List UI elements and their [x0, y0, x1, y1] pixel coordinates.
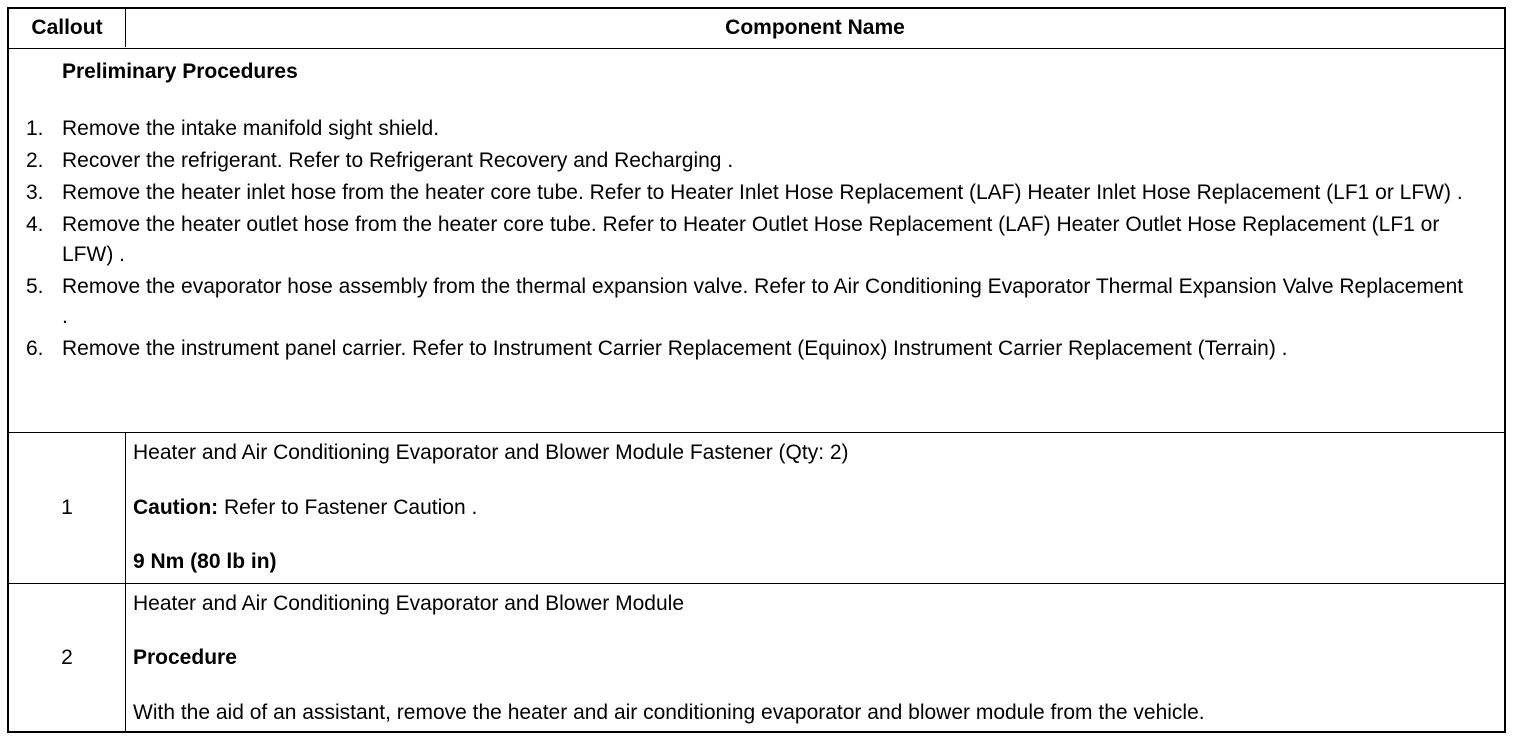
step-number: 3. [26, 181, 44, 204]
table-row [9, 433, 1504, 584]
list-item [9, 210, 1474, 270]
step-text: Remove the evaporator hose assembly from the thermal expansion valve. Refer to Air Conditioning Evaporator Thermal Expansion Valve Replacement . [62, 275, 1464, 328]
caution-text: Refer to Fastener Caution . [224, 496, 478, 519]
preliminary-title: Preliminary Procedures [62, 60, 298, 83]
procedure-label: Procedure [133, 646, 237, 669]
component-name-header: Component Name [725, 16, 905, 39]
step-number: 5. [26, 275, 44, 298]
table-row [9, 584, 1504, 731]
step-text: Remove the intake manifold sight shield. [62, 117, 440, 140]
step-number: 1. [26, 117, 44, 140]
list-item [9, 272, 1474, 332]
component-name: Heater and Air Conditioning Evaporator and Blower Module [133, 592, 684, 615]
caution-line [133, 494, 477, 522]
step-text: Recover the refrigerant. Refer to Refrigerant Recovery and Recharging . [62, 149, 734, 172]
step-number: 2. [26, 149, 44, 172]
list-item [9, 334, 1474, 364]
callout-header: Callout [9, 9, 126, 47]
list-item [9, 146, 1474, 176]
step-number: 6. [26, 337, 44, 360]
procedure-table [7, 7, 1506, 733]
preliminary-steps-list [9, 114, 1474, 366]
callout-number: 1 [9, 433, 126, 583]
step-number: 4. [26, 213, 44, 236]
procedure-text: With the aid of an assistant, remove the heater and air conditioning evaporator and blower module from the vehicle. [133, 701, 1205, 724]
step-text: Remove the instrument panel carrier. Refer to Instrument Carrier Replacement (Equinox) Instrument Carrier Replacement (Terrain) . [62, 337, 1288, 360]
step-text: Remove the heater outlet hose from the heater core tube. Refer to Heater Outlet Hose Replacement (LAF) Heater Outlet Hose Replacement (LF1 or LFW) . [62, 213, 1440, 266]
list-item [9, 114, 1474, 144]
component-name: Heater and Air Conditioning Evaporator and Blower Module Fastener (Qty: 2) [133, 441, 849, 464]
table-header [9, 9, 1504, 49]
preliminary-procedures [9, 49, 1504, 433]
callout-number: 2 [9, 584, 126, 731]
list-item [9, 178, 1474, 208]
caution-label: Caution: [133, 496, 219, 519]
step-text: Remove the heater inlet hose from the heater core tube. Refer to Heater Inlet Hose Replacement (LAF) Heater Inlet Hose Replacement (LF1 or LFW) . [62, 181, 1463, 204]
torque-spec: 9 Nm (80 lb in) [133, 550, 277, 573]
